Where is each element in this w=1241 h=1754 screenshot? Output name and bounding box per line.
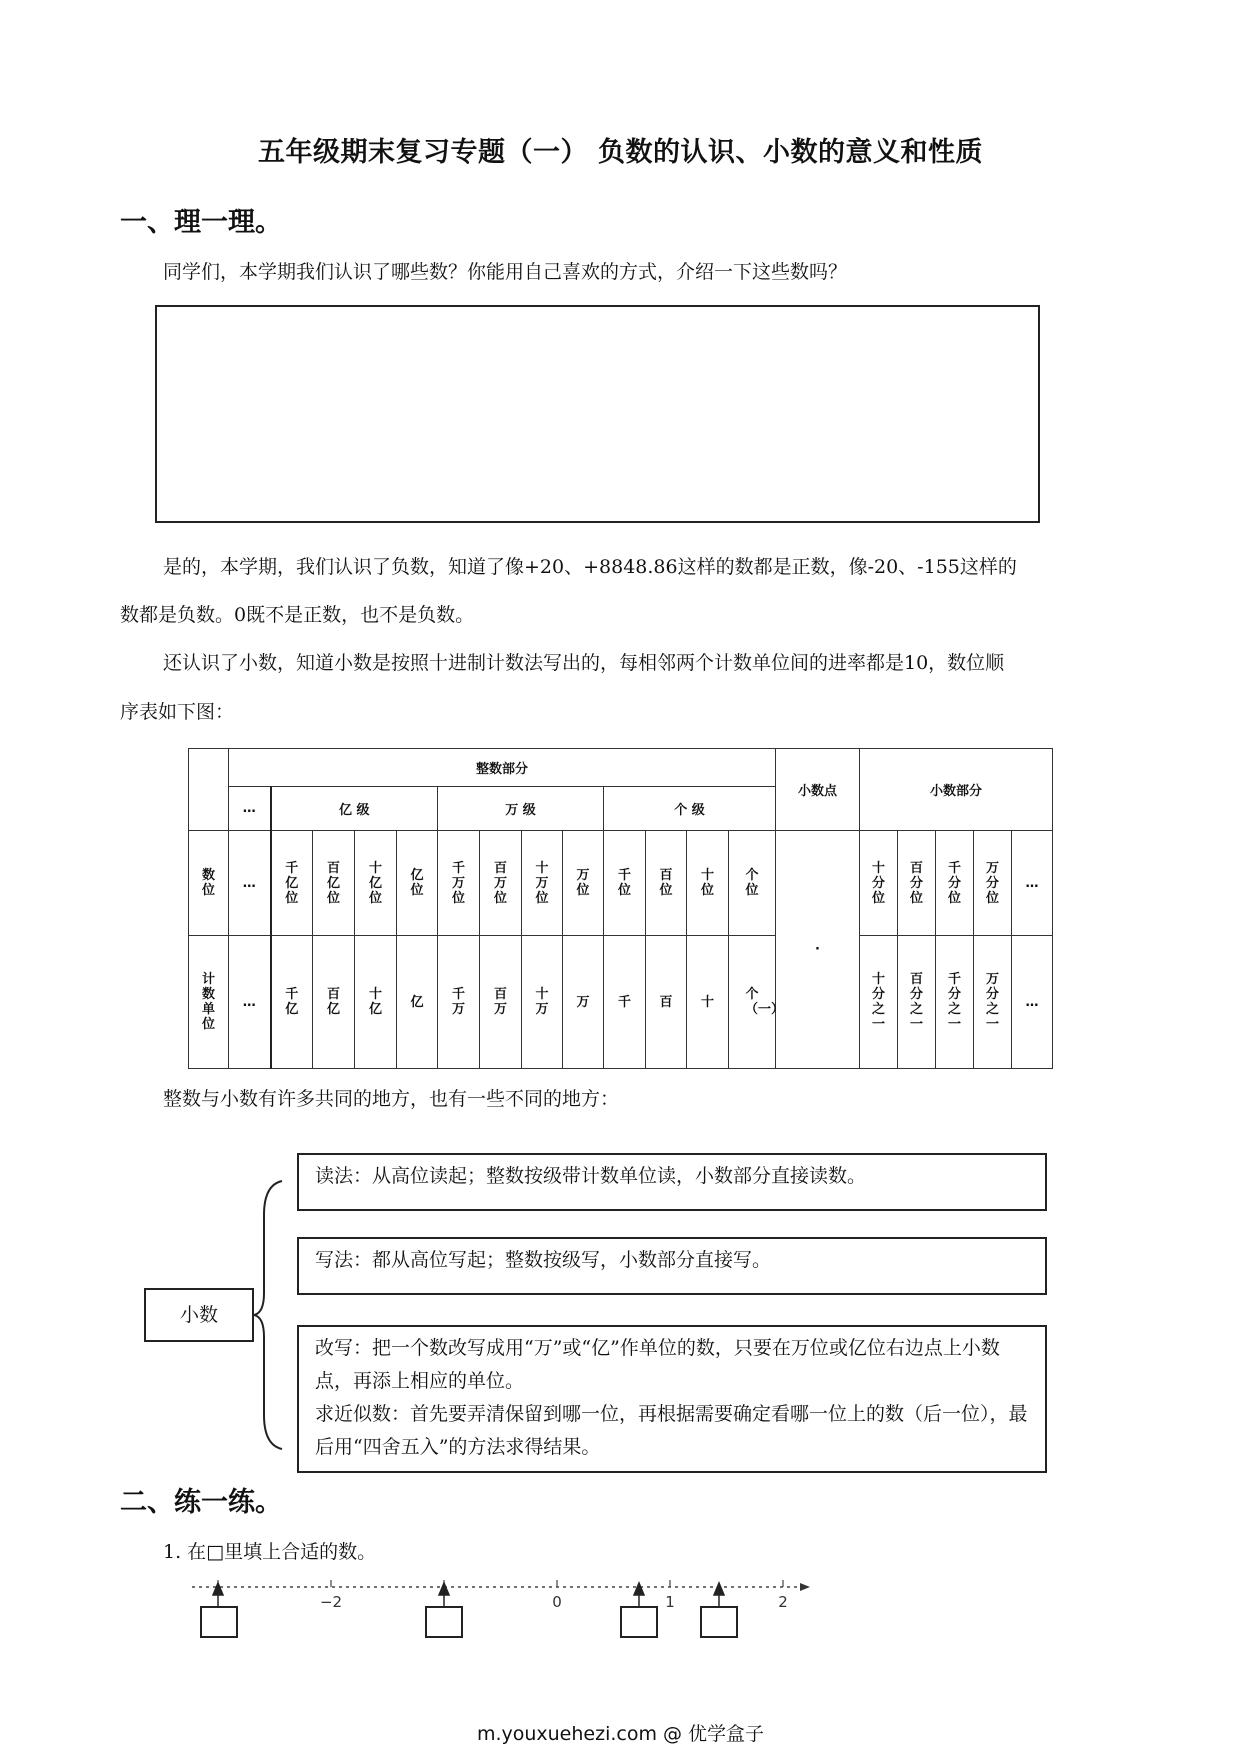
unit-cell: 千亿 [271,936,313,1069]
decimal-place-cell: 千分位 [936,831,974,936]
unit-cell: 十万 [522,936,563,1069]
page-title: 五年级期末复习专题（一） 负数的认识、小数的意义和性质 [258,137,983,168]
approx-text: 求近似数：首先要弄清保留到哪一位，再根据需要确定看哪一位上的数（后一位），最后用“四舍五入”的方法求得结果。 [315,1403,1028,1458]
group-yi: 亿 级 [271,787,438,831]
section1-question: 同学们，本学期我们认识了哪些数？你能用自己喜欢的方式，介绍一下这些数吗？ [163,261,848,283]
decimal-units-ellipsis: … [1012,936,1053,1069]
read-box [297,1153,1047,1211]
write-box [297,1237,1047,1295]
section1-heading: 一、理一理。 [120,207,282,238]
place-cell: 十万位 [522,831,563,936]
answer-square [426,1607,462,1637]
table-corner [189,749,229,831]
tick-label: 0 [552,1593,562,1611]
answer-square [701,1607,737,1637]
tick-label: 1 [665,1593,675,1611]
place-cell: 万位 [563,831,604,936]
rewrite-box [297,1325,1047,1473]
decimal-unit-cell: 千分之一 [936,936,974,1069]
place-cell: 百亿位 [313,831,355,936]
decimal-place-cell: 十分位 [860,831,898,936]
decimal-label-box [144,1288,254,1342]
decimal-point-header: 小数点 [776,749,860,831]
arrow-right-icon [800,1583,810,1591]
tick-label: 2 [778,1593,788,1611]
decimal-place-cell: 万分位 [974,831,1012,936]
group-ellipsis: … [229,787,271,831]
group-wan: 万 级 [438,787,604,831]
unit-cell: 个（一） [729,936,776,1069]
place-cell: 千万位 [438,831,480,936]
answer-box[interactable] [155,305,1040,523]
para1-line2: 数都是负数。0既不是正数，也不是负数。 [120,604,475,626]
decimal-part-header: 小数部分 [860,749,1053,831]
decimal-unit-cell: 百分之一 [898,936,936,1069]
para1-line1: 是的，本学期，我们认识了负数，知道了像+20、+8848.86这样的数都是正数，像-20、-155这样的 [163,556,1017,578]
units-ellipsis: … [229,936,271,1069]
answer-square [621,1607,657,1637]
decimal-unit-cell: 十分之一 [860,936,898,1069]
row-label-units: 计数单位 [189,936,229,1069]
group-ge: 个 级 [604,787,776,831]
unit-cell: 百亿 [313,936,355,1069]
write-text: 写法：都从高位写起；整数按级写，小数部分直接写。 [315,1249,772,1271]
rewrite-text: 改写：把一个数改写成用“万”或“亿”作单位的数，只要在万位或亿位右边点上小数点，再添上相应的单位。 [315,1337,1000,1392]
footer-watermark: m.youxuehezi.com @ 优学盒子 [476,1723,765,1745]
row-label-places: 数位 [189,831,229,936]
tick-label: −2 [319,1593,343,1611]
number-line [180,1575,840,1645]
para2-line1: 还认识了小数，知道小数是按照十进制计数法写出的，每相邻两个计数单位间的进率都是10，数位顺 [163,652,1005,674]
decimal-point-cell: · [776,831,860,1069]
compare-intro: 整数与小数有许多共同的地方，也有一些不同的地方： [163,1088,620,1110]
decimal-places-ellipsis: … [1012,831,1053,936]
unit-cell: 十亿 [355,936,397,1069]
place-cell: 亿位 [397,831,438,936]
decimal-place-cell: 百分位 [898,831,936,936]
unit-cell: 十 [687,936,729,1069]
answer-square [201,1607,237,1637]
place-cell: 千位 [604,831,646,936]
place-cell: 千亿位 [271,831,313,936]
unit-cell: 百 [646,936,687,1069]
read-text: 读法：从高位读起；整数按级带计数单位读，小数部分直接读数。 [315,1165,867,1187]
question-1: 1. 在□里填上合适的数。 [163,1541,377,1563]
unit-cell: 百万 [480,936,522,1069]
section2-heading: 二、练一练。 [120,1487,282,1518]
place-cell: 十位 [687,831,729,936]
place-cell: 个位 [729,831,776,936]
decimal-label: 小数 [179,1304,218,1326]
place-cell: 百位 [646,831,687,936]
unit-cell: 千 [604,936,646,1069]
decimal-unit-cell: 万分之一 [974,936,1012,1069]
place-value-table [188,748,1053,1069]
place-cell: 百万位 [480,831,522,936]
integer-part-header: 整数部分 [229,749,776,787]
places-ellipsis: … [229,831,271,936]
unit-cell: 亿 [397,936,438,1069]
para2-line2: 序表如下图： [120,701,235,723]
place-cell: 十亿位 [355,831,397,936]
unit-cell: 万 [563,936,604,1069]
unit-cell: 千万 [438,936,480,1069]
